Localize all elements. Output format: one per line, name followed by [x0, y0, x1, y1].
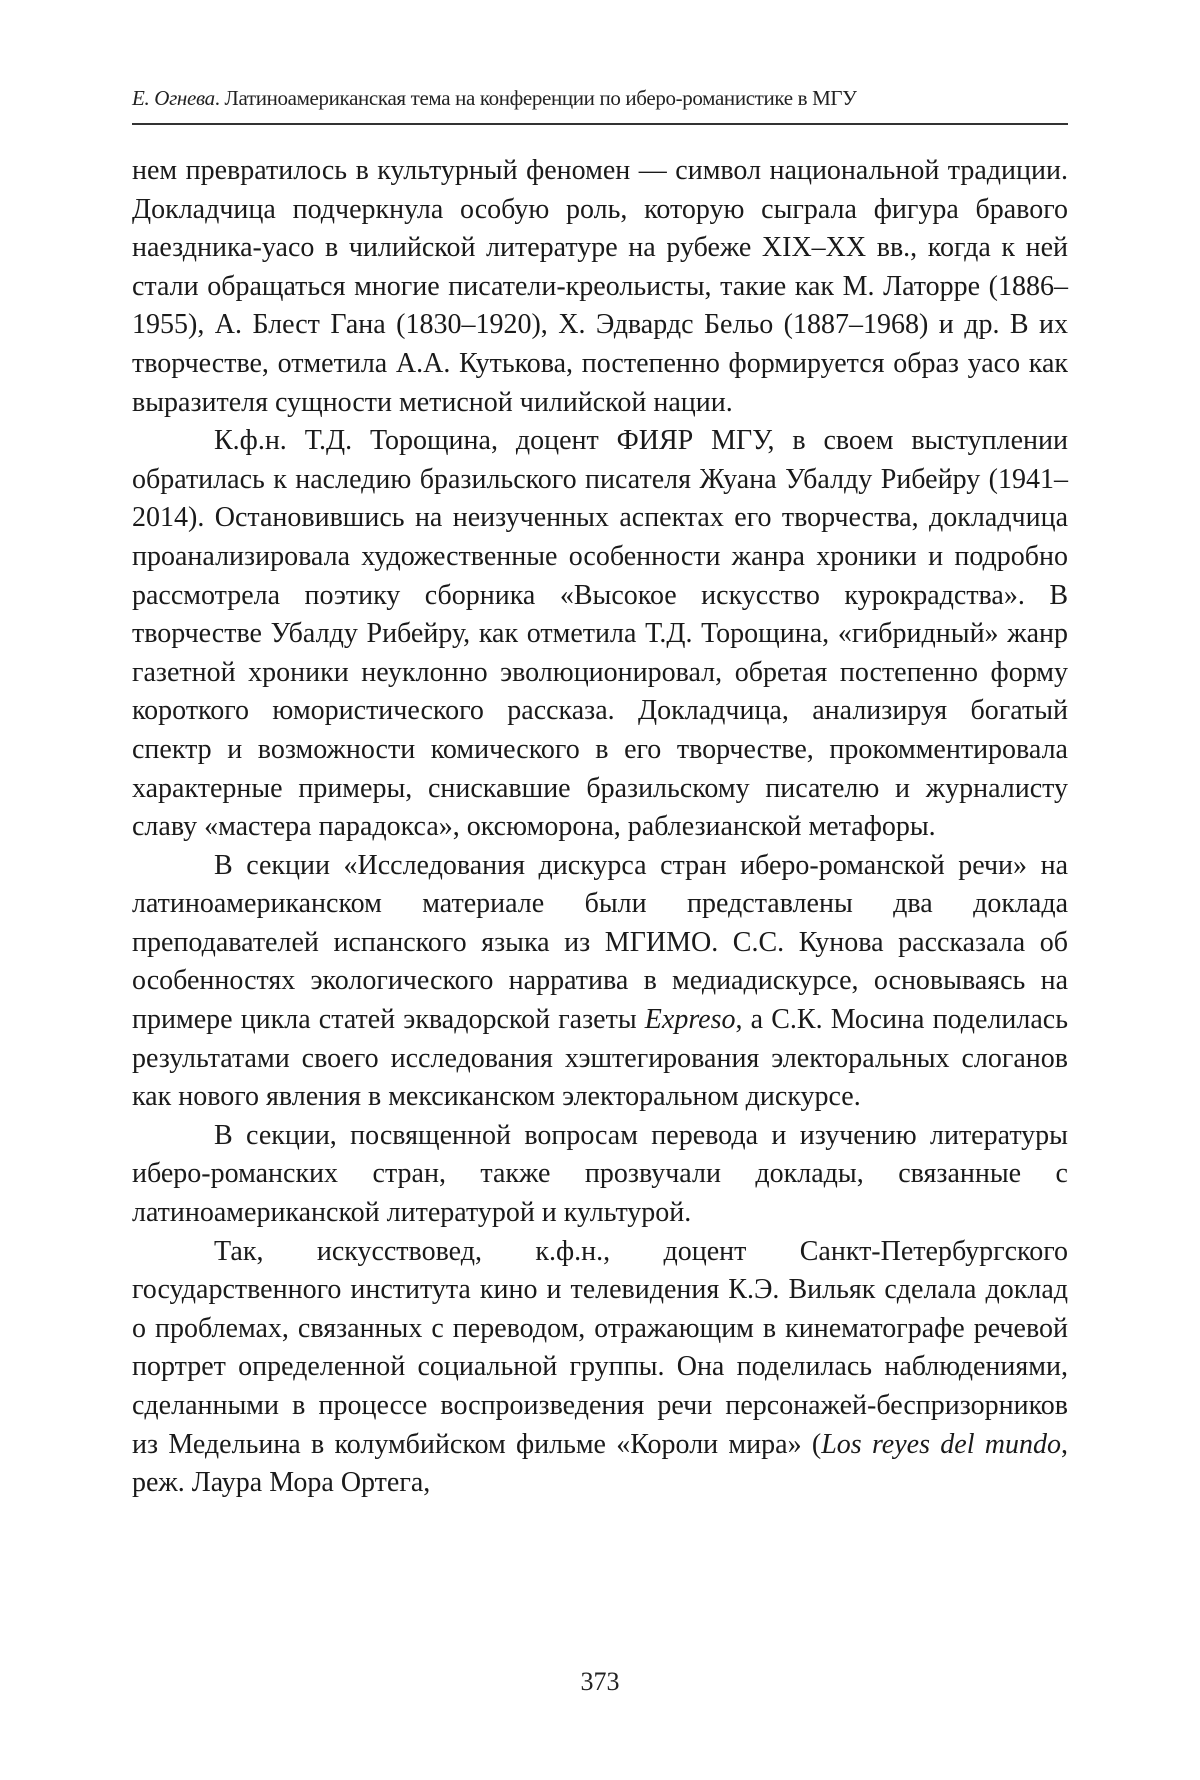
film-title: Los reyes del mundo [821, 1428, 1061, 1460]
header-author: Е. Огнева [132, 86, 215, 110]
paragraph-3-text-b: , а С.К. Мосина поделилась результатами своего исследования хэштегирования электоральных слоганов как нового явления в мексиканском электоральном дискурсе. [132, 1004, 1069, 1113]
paragraph-4: В секции, посвященной вопросам перевода и изучению литературы иберо-романских стран, также прозвучали доклады, связанные с латиноамериканской литературой и культурой. [132, 1119, 1068, 1229]
paragraph-5 [132, 1233, 1068, 1503]
page-number: 373 [580, 1667, 620, 1696]
article-body [132, 152, 1068, 1503]
paragraph-3-text-a: В секции «Исследования дискурса стран иберо-романской речи» на латиноамериканском материале были представлены два доклада преподавателей испанского языка из МГИМО. С.С. Кунова рассказала об особенностях экологического нарратива в медиадискурсе, основываясь на примере цикла статей эквадорской газеты [132, 849, 1068, 1036]
newspaper-title: Expreso [644, 1004, 736, 1036]
paragraph-5-text-a: Так, искусствовед, к.ф.н., доцент Санкт-Петербургского государственного института кино и телевидения К.Э. Вильяк сделала доклад о проблемах, связанных с переводом, отражающим в кинематографе речевой портрет определенной социальной группы. Она поделилась наблюдениями, сделанными в процессе воспроизведения речи персонажей-беспризорников из Медельина в колумбийском фильме «Короли мира» ( [132, 1235, 1068, 1460]
paragraph-3 [132, 847, 1068, 1117]
running-header [132, 84, 1068, 112]
header-title: . Латиноамериканская тема на конференции по иберо-романистике в МГУ [214, 86, 857, 110]
paragraph-1: нем превратилось в культурный феномен — символ национальной традиции. Докладчица подчеркнула особую роль, которую сыграла фигура бравого наездника-уасо в чилийской литературе на рубеже XIX–XX вв., когда к ней стали обращаться многие писатели-креольисты, такие как М. Латорре (1886–1955), А. Блест Гана (1830–1920), Х. Эдвардс Бельо (1887–1968) и др. В их творчестве, отметила А.А. Кутькова, постепенно формируется образ уасо как выразителя сущности метисной чилийской нации. [132, 155, 1068, 418]
paragraph-5-text-b: , реж. Лаура Мора Ортега, [132, 1428, 1068, 1499]
paragraph-2: К.ф.н. Т.Д. Торощина, доцент ФИЯР МГУ, в своем выступлении обратилась к наследию бразильского писателя Жуана Убалду Рибейру (1941–2014). Остановившись на неизученных аспектах его творчества, докладчица проанализировала художественные особенности жанра хроники и подробно рассмотрела поэтику сборника «Высокое искусство курокрадства». В творчестве Убалду Рибейру, как отметила Т.Д. Торощина, «гибридный» жанр газетной хроники неуклонно эволюционировал, обретая постепенно форму короткого юмористического рассказа. Докладчица, анализируя богатый спектр и возможности комического в его творчестве, прокомментировала характерные примеры, снискавшие бразильскому писателю и журналисту славу «мастера парадокса», оксюморона, раблезианской метафоры. [132, 425, 1068, 843]
header-rule [132, 123, 1068, 125]
